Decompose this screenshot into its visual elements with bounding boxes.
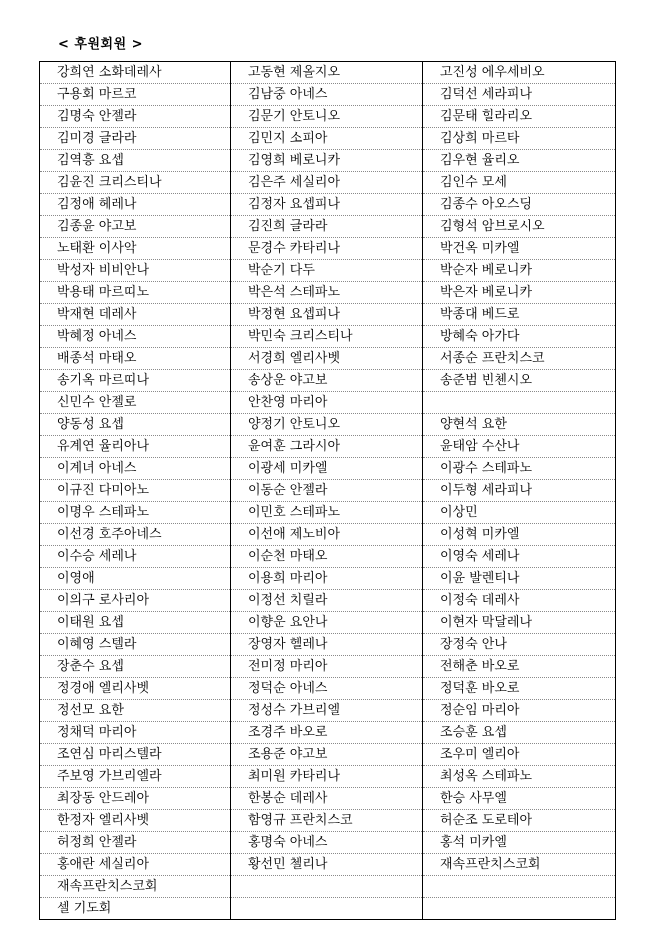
member-cell: 구용회 마르코 bbox=[40, 84, 231, 106]
member-cell: 김인수 모세 bbox=[423, 172, 616, 194]
member-cell: 양현석 요한 bbox=[423, 414, 616, 436]
table-row bbox=[40, 898, 616, 920]
member-cell: 송준범 빈첸시오 bbox=[423, 370, 616, 392]
member-cell: 고동현 제올지오 bbox=[231, 62, 423, 84]
member-cell: 양정기 안토니오 bbox=[231, 414, 423, 436]
member-cell: 이선애 제노비아 bbox=[231, 524, 423, 546]
member-cell: 이상민 bbox=[423, 502, 616, 524]
member-cell: 황선민 첼리나 bbox=[231, 854, 423, 876]
member-cell: 박순기 다두 bbox=[231, 260, 423, 282]
member-cell: 재속프란치스코회 bbox=[423, 854, 616, 876]
member-cell: 안찬영 마리아 bbox=[231, 392, 423, 414]
member-cell: 노태환 이사악 bbox=[40, 238, 231, 260]
member-cell: 정경애 엘리사벳 bbox=[40, 678, 231, 700]
member-cell: 조연심 마리스텔라 bbox=[40, 744, 231, 766]
member-cell: 조우미 엘리아 bbox=[423, 744, 616, 766]
member-cell: 정선모 요한 bbox=[40, 700, 231, 722]
member-cell: 박용태 마르띠노 bbox=[40, 282, 231, 304]
member-cell bbox=[231, 876, 423, 898]
member-cell: 김민지 소피아 bbox=[231, 128, 423, 150]
member-cell: 이순천 마태오 bbox=[231, 546, 423, 568]
member-cell: 김덕선 세라피나 bbox=[423, 84, 616, 106]
member-cell: 김형석 암브로시오 bbox=[423, 216, 616, 238]
table-row bbox=[40, 656, 616, 678]
table-row bbox=[40, 524, 616, 546]
table-row bbox=[40, 766, 616, 788]
member-cell: 송상운 야고보 bbox=[231, 370, 423, 392]
member-cell: 박은석 스테파노 bbox=[231, 282, 423, 304]
table-row bbox=[40, 480, 616, 502]
member-cell: 김정애 헤레나 bbox=[40, 194, 231, 216]
member-cell: 최성옥 스테파노 bbox=[423, 766, 616, 788]
member-cell: 한봉순 데레사 bbox=[231, 788, 423, 810]
member-cell: 김영희 베로니카 bbox=[231, 150, 423, 172]
table-row bbox=[40, 700, 616, 722]
member-cell: 이영숙 세레나 bbox=[423, 546, 616, 568]
member-cell: 박건옥 미카엘 bbox=[423, 238, 616, 260]
table-row bbox=[40, 458, 616, 480]
table-row bbox=[40, 326, 616, 348]
member-cell: 한정자 엘리사벳 bbox=[40, 810, 231, 832]
member-cell: 김명숙 안젤라 bbox=[40, 106, 231, 128]
member-cell: 이선경 호주아네스 bbox=[40, 524, 231, 546]
member-cell: 장정숙 안나 bbox=[423, 634, 616, 656]
table-row bbox=[40, 128, 616, 150]
table-row bbox=[40, 788, 616, 810]
table-row bbox=[40, 546, 616, 568]
table-row bbox=[40, 832, 616, 854]
table-row bbox=[40, 370, 616, 392]
table-row bbox=[40, 150, 616, 172]
member-cell: 홍명숙 아네스 bbox=[231, 832, 423, 854]
member-cell: 최장동 안드레아 bbox=[40, 788, 231, 810]
page-title: < 후원회원 > bbox=[58, 37, 144, 52]
table-row bbox=[40, 282, 616, 304]
table-row bbox=[40, 216, 616, 238]
member-table bbox=[39, 61, 616, 920]
table-row bbox=[40, 62, 616, 84]
table-row bbox=[40, 810, 616, 832]
member-cell: 장춘수 요셉 bbox=[40, 656, 231, 678]
member-cell: 이의구 로사리아 bbox=[40, 590, 231, 612]
member-cell: 정덕순 아네스 bbox=[231, 678, 423, 700]
member-cell bbox=[423, 898, 616, 920]
member-cell: 정채덕 마리아 bbox=[40, 722, 231, 744]
member-cell: 허순조 도로테아 bbox=[423, 810, 616, 832]
member-cell: 이용희 마리아 bbox=[231, 568, 423, 590]
member-cell: 이명우 스테파노 bbox=[40, 502, 231, 524]
member-cell: 최미원 카타리나 bbox=[231, 766, 423, 788]
member-cell: 주보영 가브리엘라 bbox=[40, 766, 231, 788]
table-row bbox=[40, 678, 616, 700]
table-row bbox=[40, 722, 616, 744]
member-cell: 신민수 안젤로 bbox=[40, 392, 231, 414]
table-row bbox=[40, 876, 616, 898]
member-cell: 김진희 글라라 bbox=[231, 216, 423, 238]
member-cell: 김정자 요셉피나 bbox=[231, 194, 423, 216]
member-cell: 이향운 요안나 bbox=[231, 612, 423, 634]
member-cell bbox=[423, 392, 616, 414]
table-row bbox=[40, 348, 616, 370]
member-cell: 이계녀 아네스 bbox=[40, 458, 231, 480]
member-cell: 이광수 스테파노 bbox=[423, 458, 616, 480]
member-cell: 전미정 마리아 bbox=[231, 656, 423, 678]
member-table-body bbox=[40, 62, 616, 920]
member-cell: 김우현 율리오 bbox=[423, 150, 616, 172]
member-cell: 김종수 아오스딩 bbox=[423, 194, 616, 216]
member-cell: 박순자 베로니카 bbox=[423, 260, 616, 282]
member-cell: 김문기 안토니오 bbox=[231, 106, 423, 128]
table-row bbox=[40, 502, 616, 524]
member-cell: 윤여훈 그라시아 bbox=[231, 436, 423, 458]
member-cell: 송기옥 마르띠나 bbox=[40, 370, 231, 392]
member-cell: 이성혁 미카엘 bbox=[423, 524, 616, 546]
member-cell: 한승 사무엘 bbox=[423, 788, 616, 810]
member-cell: 홍석 미카엘 bbox=[423, 832, 616, 854]
member-cell: 김종윤 야고보 bbox=[40, 216, 231, 238]
table-row bbox=[40, 238, 616, 260]
member-cell: 이태원 요셉 bbox=[40, 612, 231, 634]
member-cell: 이민호 스테파노 bbox=[231, 502, 423, 524]
member-cell: 셀 기도회 bbox=[40, 898, 231, 920]
table-row bbox=[40, 612, 616, 634]
member-cell: 김미경 글라라 bbox=[40, 128, 231, 150]
member-cell: 김상희 마르타 bbox=[423, 128, 616, 150]
member-cell: 박재현 데레사 bbox=[40, 304, 231, 326]
member-cell: 이광세 미카엘 bbox=[231, 458, 423, 480]
member-cell: 함영규 프란치스코 bbox=[231, 810, 423, 832]
member-cell: 배종석 마태오 bbox=[40, 348, 231, 370]
member-cell: 이정선 치릴라 bbox=[231, 590, 423, 612]
member-cell: 이현자 막달레나 bbox=[423, 612, 616, 634]
member-cell: 정덕훈 바오로 bbox=[423, 678, 616, 700]
member-cell: 이윤 발렌티나 bbox=[423, 568, 616, 590]
table-row bbox=[40, 590, 616, 612]
table-row bbox=[40, 194, 616, 216]
member-cell: 이영애 bbox=[40, 568, 231, 590]
table-row bbox=[40, 414, 616, 436]
member-cell bbox=[423, 876, 616, 898]
member-cell: 김역흥 요셉 bbox=[40, 150, 231, 172]
table-row bbox=[40, 744, 616, 766]
member-cell: 김은주 세실리아 bbox=[231, 172, 423, 194]
member-cell: 방혜숙 아가다 bbox=[423, 326, 616, 348]
member-cell: 강희연 소화데레사 bbox=[40, 62, 231, 84]
member-cell: 박성자 비비안나 bbox=[40, 260, 231, 282]
member-cell: 재속프란치스코회 bbox=[40, 876, 231, 898]
table-row bbox=[40, 260, 616, 282]
member-cell: 고진성 에우세비오 bbox=[423, 62, 616, 84]
table-row bbox=[40, 172, 616, 194]
member-cell: 박종대 베드로 bbox=[423, 304, 616, 326]
member-cell: 김윤진 크리스티나 bbox=[40, 172, 231, 194]
member-cell: 이혜영 스텔라 bbox=[40, 634, 231, 656]
member-cell: 서종순 프란치스코 bbox=[423, 348, 616, 370]
member-cell: 박민숙 크리스티나 bbox=[231, 326, 423, 348]
table-row bbox=[40, 84, 616, 106]
member-cell: 조승훈 요셉 bbox=[423, 722, 616, 744]
member-cell: 전해춘 바오로 bbox=[423, 656, 616, 678]
member-cell: 이규진 다미아노 bbox=[40, 480, 231, 502]
table-row bbox=[40, 392, 616, 414]
table-row bbox=[40, 568, 616, 590]
member-cell: 유계연 율리아나 bbox=[40, 436, 231, 458]
member-cell: 이수승 세레나 bbox=[40, 546, 231, 568]
member-cell: 장영자 헬레나 bbox=[231, 634, 423, 656]
member-cell: 서경희 엘리사벳 bbox=[231, 348, 423, 370]
member-cell: 조경주 바오로 bbox=[231, 722, 423, 744]
member-cell: 조용준 야고보 bbox=[231, 744, 423, 766]
member-cell: 이두형 세라피나 bbox=[423, 480, 616, 502]
table-row bbox=[40, 304, 616, 326]
member-cell: 문경수 카타리나 bbox=[231, 238, 423, 260]
member-cell: 정성수 가브리엘 bbox=[231, 700, 423, 722]
member-cell: 김문태 힐라리오 bbox=[423, 106, 616, 128]
member-cell: 윤태암 수산나 bbox=[423, 436, 616, 458]
member-cell: 박정현 요셉피나 bbox=[231, 304, 423, 326]
member-cell: 이정숙 데레사 bbox=[423, 590, 616, 612]
table-row bbox=[40, 634, 616, 656]
table-row bbox=[40, 854, 616, 876]
member-cell: 홍애란 세실리아 bbox=[40, 854, 231, 876]
member-cell: 양동성 요셉 bbox=[40, 414, 231, 436]
member-cell: 김남중 아네스 bbox=[231, 84, 423, 106]
member-cell: 정순임 마리아 bbox=[423, 700, 616, 722]
member-cell bbox=[231, 898, 423, 920]
member-cell: 박은자 베로니카 bbox=[423, 282, 616, 304]
member-cell: 박혜정 아네스 bbox=[40, 326, 231, 348]
table-row bbox=[40, 436, 616, 458]
member-cell: 허정희 안젤라 bbox=[40, 832, 231, 854]
member-cell: 이동순 안젤라 bbox=[231, 480, 423, 502]
table-row bbox=[40, 106, 616, 128]
